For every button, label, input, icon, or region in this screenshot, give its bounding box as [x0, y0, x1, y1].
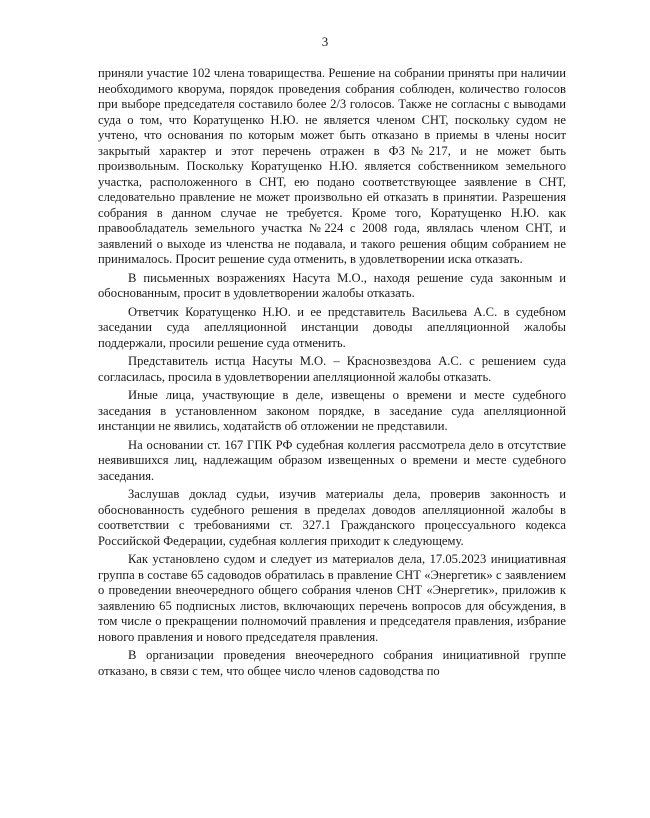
paragraph-5: Иные лица, участвующие в деле, извещены о времени и месте судебного заседания в установленном законом порядке, в заседание суда апелляционной инстанции не явились, ходатайств об отложении не представили.: [98, 388, 566, 433]
paragraph-3: Ответчик Коратущенко Н.Ю. и ее представитель Васильева А.С. в судебном заседании суда апелляционной инстанции доводы апелляционной жалобы поддержали, просили решение суда отменить.: [98, 304, 566, 350]
document-body: [98, 66, 566, 682]
paragraph-8: Как установлено судом и следует из материалов дела, 17.05.2023 инициативная группа в составе 65 садоводов обратилась в правление СНТ «Энергетик» с заявлением о проведении внеочередного общего собрания членов СНТ «Энергетик», приложив к заявлению 65 подписных листов, включающих перечень вопросов для обсуждения, в том числе о прекращении полномочий правления и председателя правления, избрание нового правления и нового председателя правления.: [98, 552, 566, 644]
paragraph-9: В организации проведения внеочередного собрания инициативной группе отказано, в связи с тем, что общее число членов садоводства по: [98, 648, 566, 678]
paragraph-7: Заслушав доклад судьи, изучив материалы дела, проверив законность и обоснованность судебного решения в пределах доводов апелляционной жалобы в соответствии с требованиями ст. 327.1 Гражданского процессуального кодекса Российской Федерации, судебная коллегия приходит к следующему.: [98, 487, 566, 548]
paragraph-4: Представитель истца Насуты М.О. – Краснозвездова А.С. с решением суда согласилась, просила в удовлетворении апелляционной жалобы отказать.: [98, 354, 566, 384]
paragraph-6: На основании ст. 167 ГПК РФ судебная коллегия рассмотрела дело в отсутствие неявившихся лиц, надлежащим образом извещенных о времени и месте судебного заседания.: [98, 437, 566, 483]
paragraph-1: приняли участие 102 члена товарищества. Решение на собрании приняты при наличии необходимого кворума, порядок проведения собрания соблюден, количество голосов при выборе председателя составило более 2/3 голосов. Также не согласны с выводами суда о том, что Коратущенко Н.Ю. не является членом СНТ, поскольку судом не учтено, что основания по которым может быть отказано в приемы в члены носит закрытый характер и этот перечень отражен в ФЗ№217, и не может быть произвольным. Поскольку Коратущенко Н.Ю. является собственником земельного участка, расположенного в СНТ, ею подано соответствующее заявление в СНТ, следовательно правление не может произвольно ей отказать в принятии. Разрешения собрания в данном случае не требуется. Кроме того, Коратущенко Н.Ю. как правообладатель земельного участка №224 с 2008 года, являлась членом СНТ, и заявлений о выходе из членства не подавала, и такого решения общим собранием не принималось. Просит решение суда отменить, в удовлетворении иска отказать.: [98, 66, 566, 266]
page-number: 3: [321, 34, 329, 49]
paragraph-2: В письменных возражениях Насута М.О., находя решение суда законным и обоснованным, просит в удовлетворении жалобы отказать.: [98, 270, 566, 300]
